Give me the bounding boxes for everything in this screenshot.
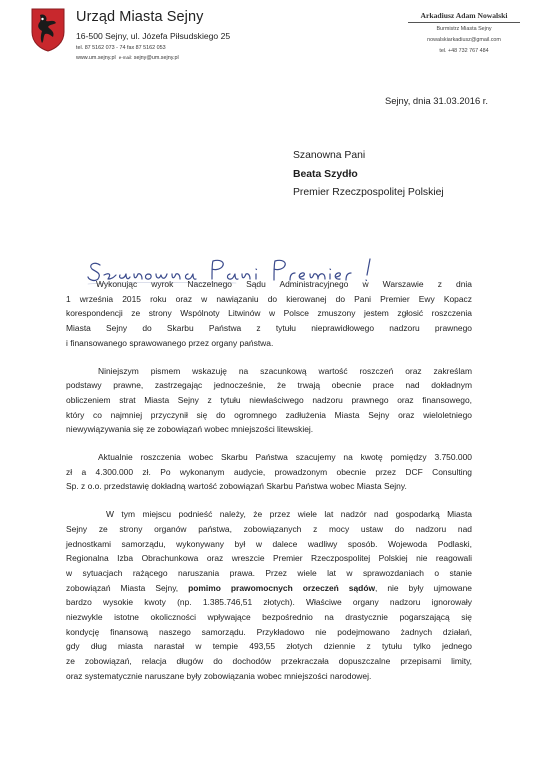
- email-label: e-mail:: [118, 55, 133, 60]
- paragraph-line: Aktualnie roszczenia wobec Skarbu Państwa szacujemy na kwotę pomiędzy 3.750.000: [98, 452, 472, 463]
- body-paragraph: [66, 507, 472, 683]
- city-coat-of-arms-icon: [31, 8, 65, 52]
- paragraph-line: niewywiązywania się ze zobowiązań wobec mniejszości litewskiej.: [66, 424, 314, 435]
- paragraph-line: niezwykle istotne okoliczności wpływające bezpośrednio na drastycznie pogarszającą się: [66, 612, 472, 623]
- paragraph-line: jednostkami samorządu, wykonywany był w dalece wadliwy sposób. Wojewoda Podlaski,: [66, 538, 472, 549]
- addressee-greeting: Szanowna Pani: [293, 150, 366, 161]
- paragraph-line: w sytuacjach rażącego naruszania prawa. Przez wiele lat w sprawozdaniach o stanie: [66, 567, 472, 578]
- emphasized-phrase: pomimo prawomocnych orzeczeń sądów: [188, 582, 376, 593]
- paragraph-line: korespondencji ze strony Wspólnoty Litwinów w Polsce zmuszony jestem zgłosić roszczenia: [66, 308, 472, 319]
- addressee-title: Premier Rzeczpospolitej Polskiej: [293, 187, 444, 198]
- sender-phone: tel. +48 732 767 484: [439, 48, 489, 54]
- paragraph-line: zł a 4.300.000 zł. Po wykonanym audycie, prowadzonym obecnie przez DCF Consulting: [66, 466, 472, 477]
- paragraph-line: kondycję finansową naszego samorządu. Przykładowo nie podejmowano żadnych działań,: [66, 626, 472, 637]
- letter-body: [66, 277, 472, 697]
- org-email-link[interactable]: sejny@um.sejny.pl: [133, 55, 179, 61]
- sender-name: Arkadiusz Adam Nowalski: [420, 11, 508, 20]
- paragraph-line: i finansowanego sprawowanego przez organy państwa.: [66, 337, 274, 348]
- sender-role: Burmistrz Miasta Sejny: [436, 26, 492, 32]
- body-paragraph: [66, 364, 472, 438]
- sender-block: [408, 11, 520, 57]
- paragraph-line: oraz systematycznie naruszane były zobowiązania wobec mniejszości narodowej.: [66, 670, 372, 681]
- paragraph-line: [66, 581, 472, 596]
- text-run: , nie były ujmowane: [375, 582, 472, 593]
- sender-email-link[interactable]: nowalskiarkadiusz@gmail.com: [427, 37, 501, 43]
- paragraph-line: gdy dług miasta narastał w tempie 493,55 złotych dziennie z tytułu tylko jednego: [66, 641, 472, 652]
- body-paragraph: [66, 450, 472, 494]
- paragraph-line: podstawy prawne, zastrzegając jednocześnie, że trwają obecnie prace nad dokładnym: [66, 380, 472, 391]
- text-run: zobowiązań Miasta Sejny,: [66, 582, 189, 593]
- paragraph-line: W tym miejscu podnieść należy, że przez wiele lat nadzór nad gospodarką Miasta: [106, 509, 472, 520]
- paragraph-line: 1 września 2015 roku oraz w nawiązaniu do kierowanej do Pani Premier Ewy Kopacz: [66, 293, 472, 304]
- paragraph-line: obliczeniem strat Miasta Sejny z tytułu niewłaściwego nadzoru prawnego oraz finansowego,: [66, 394, 472, 405]
- addressee-name: Beata Szydło: [293, 168, 358, 180]
- org-web-contact: [76, 55, 179, 61]
- paragraph-line: ze zobowiązań, relacja długów do dochodów przekraczała dopuszczalne przepisami limity,: [66, 656, 472, 667]
- paragraph-line: który co najmniej przyczynił się do ogromnego zadłużenia Miasta Sejny oraz wieloletniego: [66, 409, 472, 420]
- body-paragraph: [66, 277, 472, 351]
- paragraph-line: Regionalna Izba Obrachunkowa oraz wreszcie Premier Rzeczpospolitej Polskiej nie reagowali: [66, 553, 472, 564]
- org-phone-fax: tel. 87 5162 073 - 74 fax 87 5162 053: [76, 45, 166, 51]
- paragraph-line: Miasta Sejny do Skarbu Państwa z tytułu nieprawidłowego nadzoru prawnego: [66, 323, 472, 334]
- org-name: Urząd Miasta Sejny: [76, 9, 204, 25]
- sender-divider: [408, 22, 520, 23]
- paragraph-line: bardzo wysokie kwoty (np. 1.385.746,51 złotych). Właściwe organy nadzoru ignorowały: [66, 597, 472, 608]
- addressee-block: [293, 147, 444, 203]
- org-address: 16-500 Sejny, ul. Józefa Piłsudskiego 25: [76, 31, 231, 41]
- org-website-link[interactable]: www.um.sejny.pl: [76, 55, 116, 61]
- paragraph-line: Wykonując wyrok Naczelnego Sądu Administracyjnego w Warszawie z dnia: [96, 279, 472, 289]
- paragraph-line: Sp. z o.o. przedstawię dokładną wartość zobowiązań Skarbu Państwa wobec Miasta Sejny.: [66, 481, 407, 492]
- paragraph-line: Niniejszym pismem wskazuję na szacunkową wartość roszczeń oraz zakreślam: [98, 365, 472, 376]
- letter-date: Sejny, dnia 31.03.2016 r.: [384, 95, 488, 106]
- paragraph-line: Sejny ze strony organów państwa, zobowiązanych z mocy ustaw do nadzoru nad: [66, 523, 472, 534]
